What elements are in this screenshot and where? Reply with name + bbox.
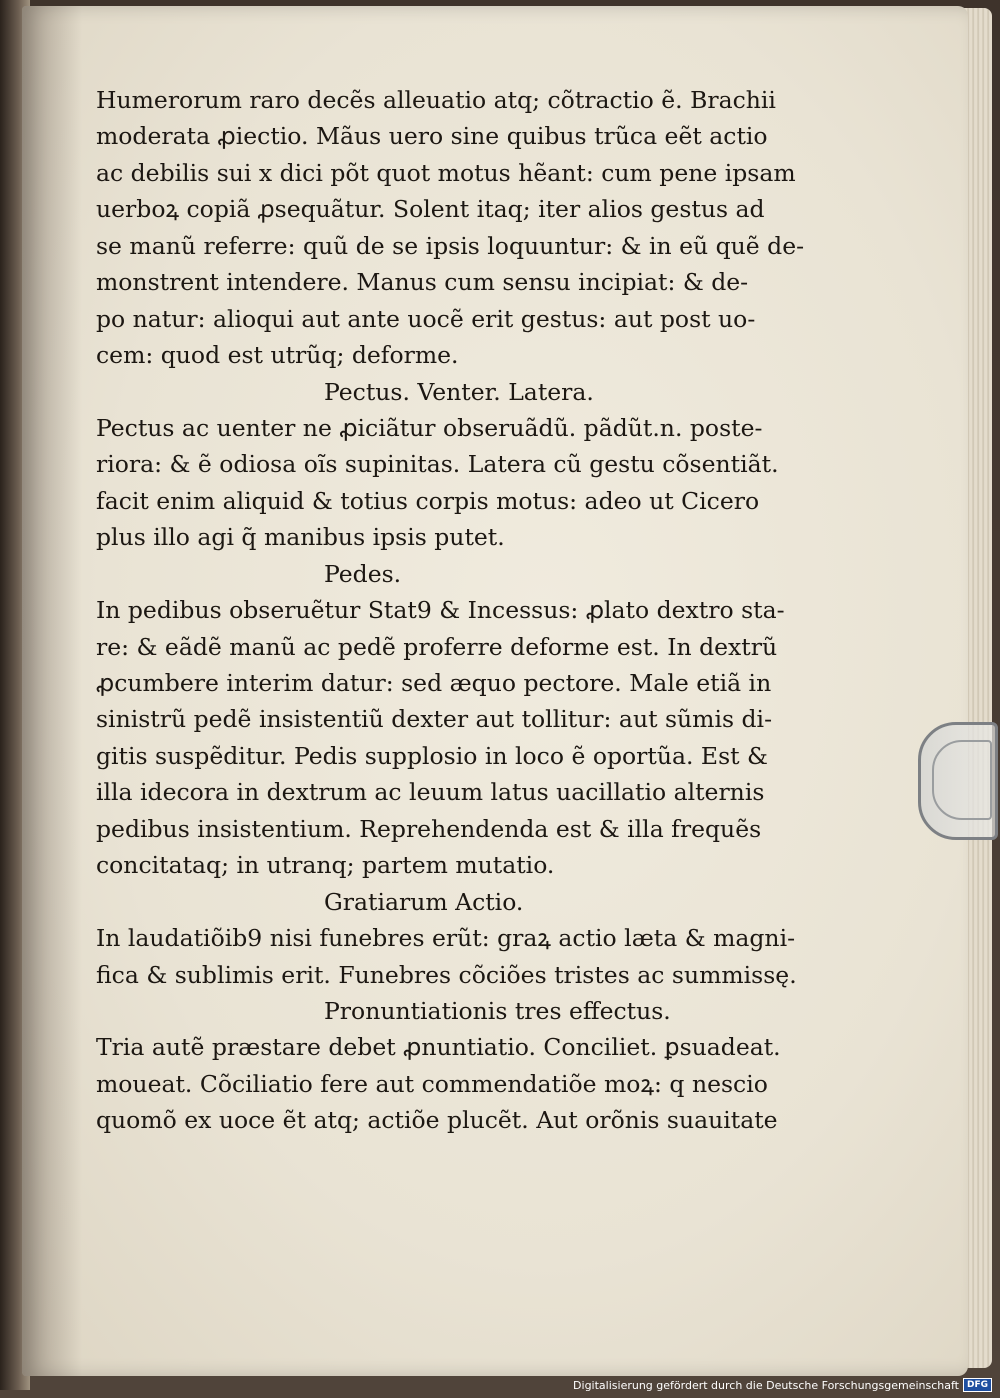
section-heading: Gratiarum Actio.	[324, 887, 524, 916]
text-line: quomõ ex uoce ẽt atq; actiõe plucẽt. Aut orõnis suauitate	[96, 1106, 778, 1135]
spine-shadow	[22, 6, 82, 1376]
text-line: se manũ referre: quũ de se ipsis loquuntur: & in eũ quẽ de-	[96, 231, 805, 260]
footer-credit: Digitalisierung gefördert durch die Deutsche Forschungsgemeinschaft	[573, 1378, 959, 1392]
text-line: In laudatiõib9 nisi funebres erũt: graꝝ actio læta & magni-	[96, 924, 796, 953]
text-line: po natur: alioqui aut ante uocẽ erit gestus: aut post uo-	[96, 304, 756, 333]
page-clip-loop	[932, 740, 992, 820]
digitization-footer	[573, 1378, 992, 1392]
text-line: monstrent intendere. Manus cum sensu incipiat: & de-	[96, 268, 749, 297]
text-line: ac debilis sui x dici põt quot motus hẽant: cum pene ipsam	[96, 158, 796, 187]
text-line: fica & sublimis erit. Funebres cõciões tristes ac summissę.	[96, 960, 797, 989]
text-line: In pedibus obseruẽtur Stat9 & Incessus: ꝓlato dextro sta-	[96, 596, 785, 625]
text-line: gitis suspẽditur. Pedis supplosio in loco ẽ oportũa. Est &	[96, 741, 768, 770]
text-line: Tria autẽ præstare debet ꝓnuntiatio. Conciliet. ꝑsuadeat.	[96, 1033, 781, 1062]
text-line: moderata ꝓiectio. Mãus uero sine quibus trũca eẽt actio	[96, 122, 768, 151]
section-heading: Pectus. Venter. Latera.	[324, 377, 594, 406]
text-line: riora: & ẽ odiosa oĩs supinitas. Latera cũ gestu cõsentiãt.	[96, 450, 779, 479]
text-line: plus illo agi q̃ manibus ipsis putet.	[96, 523, 505, 552]
text-line: ꝓcumbere interim datur: sed æquo pectore. Male etiã in	[96, 669, 772, 697]
text-line: illa idecora in dextrum ac leuum latus uacillatio alternis	[96, 778, 765, 807]
text-line: Humerorum raro decẽs alleuatio atq; cõtractio ẽ. Brachii	[96, 86, 776, 114]
text-line: facit enim aliquid & totius corpis motus: adeo ut Cicero	[96, 486, 760, 515]
text-line: Pectus ac uenter ne ꝓiciãtur obseruãdũ. pãdũt.n. poste-	[96, 413, 763, 442]
dfg-logo-icon: DFG	[963, 1378, 992, 1392]
incunable-text-block	[96, 82, 806, 1139]
text-line: pedibus insistentium. Reprehendenda est & illa frequẽs	[96, 814, 762, 843]
text-line: uerboꝝ copiã ꝓsequãtur. Solent itaq; iter alios gestus ad	[96, 195, 765, 224]
section-heading: Pronuntiationis tres effectus.	[324, 996, 671, 1025]
text-line: moueat. Cõciliatio fere aut commendatiõe moꝝ: q nescio	[96, 1069, 768, 1098]
text-line: sinistrũ pedẽ insistentiũ dexter aut tollitur: aut sũmis di-	[96, 705, 773, 734]
text-line: re: & eãdẽ manũ ac pedẽ proferre deforme est. In dextrũ	[96, 632, 778, 661]
text-line: cem: quod est utrũq; deforme.	[96, 341, 459, 370]
text-line: concitataq; in utranq; partem mutatio.	[96, 851, 555, 880]
section-heading: Pedes.	[324, 559, 402, 588]
